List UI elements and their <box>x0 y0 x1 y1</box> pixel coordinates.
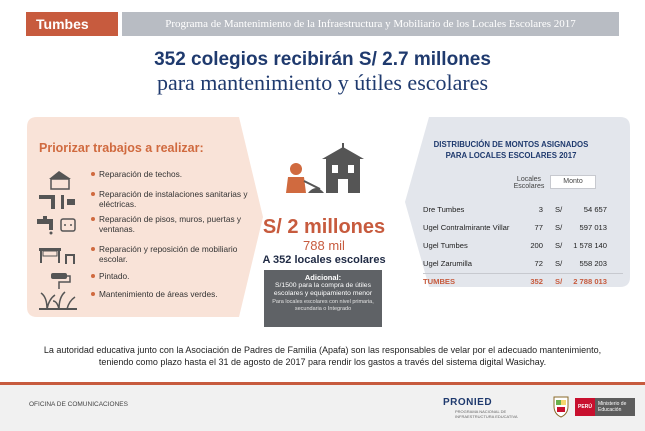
row-currency: S/ <box>555 241 563 250</box>
bullet-dot <box>91 274 95 278</box>
row-amount: 54 657 <box>583 205 607 214</box>
additional-title: Adicional: <box>304 273 342 282</box>
table-row <box>423 256 623 271</box>
table-row <box>423 238 623 253</box>
main-title: 352 colegios recibirán S/ 2.7 millones <box>154 49 491 70</box>
office-label: OFICINA DE COMUNICACIONES <box>29 401 128 408</box>
bullet-dot <box>91 172 95 176</box>
coat-of-arms-icon <box>551 394 571 418</box>
bullet-dot <box>91 247 95 251</box>
total-amount-value: 2 788 013 <box>573 277 607 286</box>
row-currency: S/ <box>555 223 563 232</box>
tasks-panel <box>27 117 267 317</box>
task-text: Pintado. <box>99 271 130 281</box>
row-currency: S/ <box>555 259 563 268</box>
funding-summary <box>258 125 398 315</box>
additional-box <box>264 270 382 327</box>
row-count: 200 <box>530 241 543 250</box>
task-text: Reparación de instalaciones sanitarias y eléctricas. <box>99 189 248 209</box>
region-label: Tumbes <box>26 12 118 36</box>
header-bar <box>0 12 645 36</box>
table-row-total <box>423 273 623 288</box>
roof-icon <box>35 169 79 191</box>
row-name: Ugel Zarumilla <box>423 259 472 268</box>
distribution-title-line1: DISTRIBUCIÓN DE MONTOS ASIGNADOS <box>433 140 589 149</box>
tasks-heading: Priorizar trabajos a realizar: <box>39 141 204 155</box>
additional-text: S/1500 para la compra de útiles escolares y equipamiento menor <box>273 282 373 297</box>
bottom-note-line2: teniendo como plazo hasta el 31 de agosto de 2017 para rendir los gastos a través del sistema digital Wasichay. <box>98 357 547 367</box>
col-header-locales-2: Escolares <box>513 183 545 190</box>
row-count: 77 <box>534 223 543 232</box>
task-text: Mantenimiento de áreas verdes. <box>99 289 218 299</box>
row-name: Ugel Tumbes <box>423 241 468 250</box>
row-currency: S/ <box>555 205 563 214</box>
additional-note: Para locales escolares con nivel primaria, secundaria o Integrado <box>272 299 374 312</box>
total-name: TUMBES <box>423 277 456 286</box>
footer <box>0 385 645 431</box>
table-row <box>423 220 623 235</box>
distribution-title <box>405 139 617 161</box>
col-header-locales-1: Locales <box>516 176 542 183</box>
row-count: 72 <box>534 259 543 268</box>
program-title: Programa de Mantenimiento de la Infraestructura y Mobiliario de los Locales Escolares 2017 <box>122 12 619 36</box>
row-count: 3 <box>538 205 543 214</box>
bottom-note-line1: La autoridad educativa junto con la Asociación de Padres de Familia (Apafa) son las responsables de velar por el adecuado mantenimiento, <box>43 345 602 355</box>
col-header-monto: Monto <box>550 175 596 189</box>
row-amount: 1 578 140 <box>573 241 607 250</box>
distribution-panel <box>405 117 630 287</box>
bullet-dot <box>91 217 95 221</box>
construction-icon <box>280 143 370 203</box>
total-amount-sub: 788 mil <box>303 238 345 253</box>
desk-icon <box>35 244 79 266</box>
plant-icon <box>35 289 79 311</box>
main-subtitle: para mantenimiento y útiles escolares <box>156 70 489 95</box>
total-currency: S/ <box>555 277 563 286</box>
peru-logo: PERÚ <box>575 398 595 416</box>
table-row <box>423 202 623 217</box>
row-amount: 597 013 <box>579 223 607 232</box>
total-amount: S/ 2 millones <box>262 216 386 238</box>
ministry-logo: Ministerio de Educación <box>595 398 635 416</box>
row-name: Dre Tumbes <box>423 205 465 214</box>
task-text: Reparación de techos. <box>99 169 183 179</box>
faucet-outlet-icon <box>35 214 79 236</box>
task-text: Reparación de pisos, muros, puertas y ventanas. <box>99 214 242 234</box>
bottom-note <box>0 344 645 368</box>
plumbing-icon <box>35 189 79 211</box>
task-text: Reparación y reposición de mobiliario escolar. <box>99 244 238 264</box>
distribution-title-line2: PARA LOCALES ESCOLARES 2017 <box>445 151 577 160</box>
pronied-subtitle: PROGRAMA NACIONAL DE INFRAESTRUCTURA EDUCATIVA <box>455 409 518 419</box>
row-name: Ugel Contralmirante Villar <box>423 223 510 232</box>
bullet-dot <box>91 192 95 196</box>
bullet-dot <box>91 292 95 296</box>
pronied-logo: PRONIED <box>443 397 493 408</box>
schools-count: A 352 locales escolares <box>262 254 386 266</box>
total-count: 352 <box>530 277 543 286</box>
row-amount: 558 203 <box>579 259 607 268</box>
col-header-locales <box>509 176 549 190</box>
